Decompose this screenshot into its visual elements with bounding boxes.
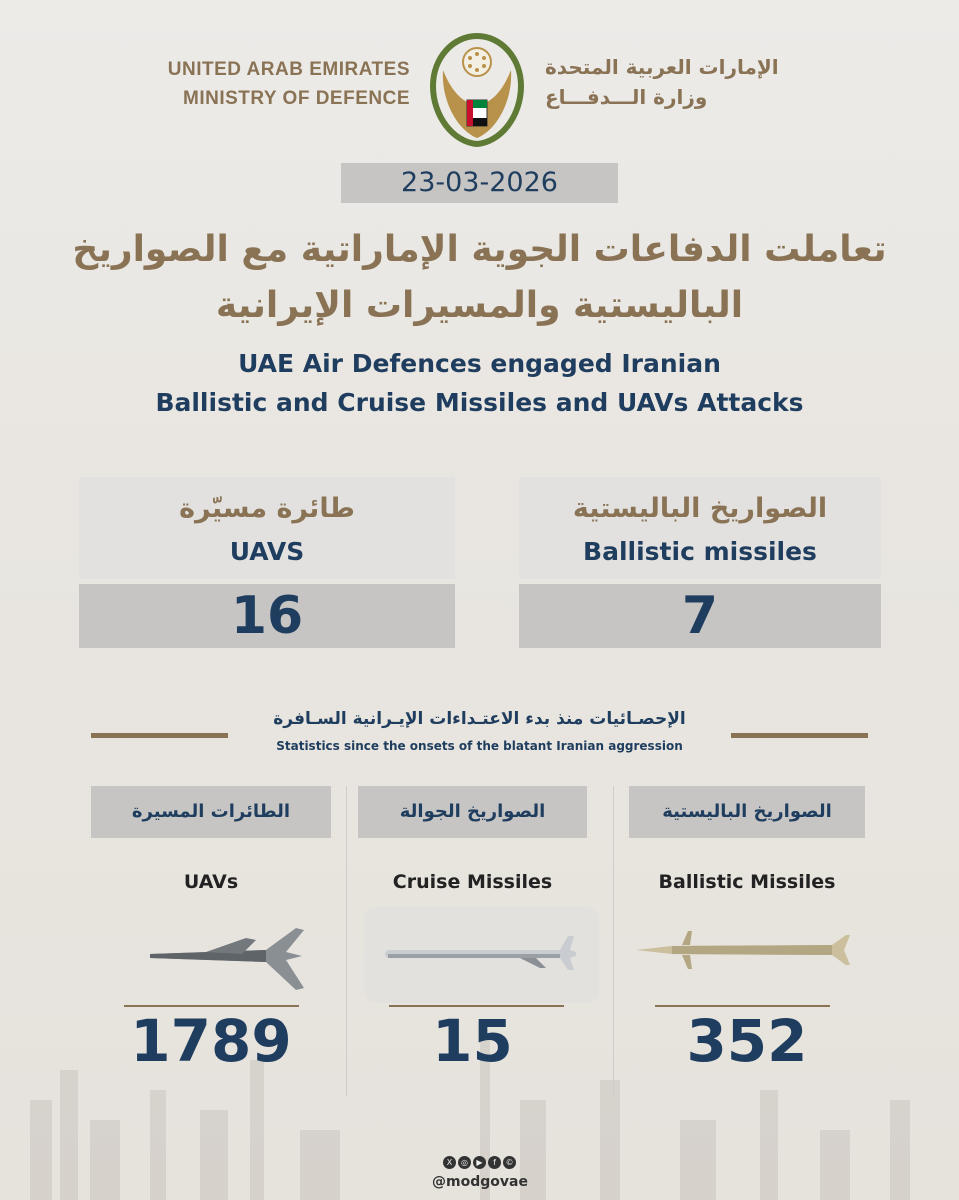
ballistic-missile-icon <box>632 925 852 975</box>
ballistic-label-ar: الصواريخ الباليستية <box>572 493 828 524</box>
cruise-total-heading: الصواريخ الجوالة <box>358 786 587 838</box>
uavs-total-label-en: UAVs <box>183 871 239 893</box>
social-handle[interactable]: @modgovae <box>432 1174 528 1190</box>
social-icons-row <box>419 1150 540 1169</box>
uavs-total-count: 1789 <box>130 1007 292 1075</box>
youtube-icon[interactable]: ▶ <box>473 1156 486 1169</box>
uavs-daily-count: 16 <box>79 584 455 648</box>
ballistic-total-count: 352 <box>686 1007 808 1075</box>
falcon-emblem-icon <box>423 30 531 150</box>
title-en-line2: Ballistic and Cruise Missiles and UAVs Attacks <box>155 388 804 417</box>
ministry-en-line2: MINISTRY OF DEFENCE <box>183 88 410 109</box>
ministry-en-line1: UNITED ARAB EMIRATES <box>167 59 410 80</box>
uavs-label-en: UAVS <box>229 537 305 566</box>
cruise-total-label-en: Cruise Missiles <box>392 871 553 893</box>
ministry-ar-line1: الإمارات العربية المتحدة <box>545 55 779 79</box>
ballistic-total-label-en: Ballistic Missiles <box>658 871 836 893</box>
date-badge: 23-03-2026 <box>341 163 618 203</box>
ballistic-total-heading: الصواريخ الباليستية <box>629 786 865 838</box>
facebook-icon[interactable]: f <box>488 1156 501 1169</box>
copyright-icon: © <box>503 1156 516 1169</box>
ministry-name-english <box>150 55 410 113</box>
x-icon[interactable]: X <box>443 1156 456 1169</box>
uavs-card-label <box>79 477 455 579</box>
uav-drone-icon <box>146 918 306 998</box>
uavs-label-ar: طائرة مسيّرة <box>179 493 355 524</box>
cruise-missile-icon <box>380 930 580 980</box>
ballistic-label-en: Ballistic missiles <box>583 537 817 566</box>
ballistic-daily-count: 7 <box>519 584 881 648</box>
title-en-line1: UAE Air Defences engaged Iranian <box>238 349 721 378</box>
title-english <box>40 344 919 422</box>
cruise-total-count: 15 <box>432 1007 513 1075</box>
ministry-ar-line2: وزارة الـــدفـــاع <box>545 85 708 109</box>
statistics-heading-en: Statistics since the onsets of the blatant Iranian aggression <box>276 739 683 753</box>
title-arabic <box>40 222 919 334</box>
ministry-name-arabic <box>545 52 815 112</box>
title-ar-line1: تعاملت الدفاعات الجوية الإماراتية مع الصواريخ <box>72 229 887 270</box>
section-rule-right <box>731 733 868 738</box>
section-rule-left <box>91 733 228 738</box>
title-ar-line2: الباليستية والمسيرات الإيرانية <box>215 285 744 326</box>
column-separator <box>613 786 614 1096</box>
statistics-heading-ar: الإحصـائيات منذ بدء الاعتـداءات الإيـرانية السـافرة <box>273 709 686 729</box>
ballistic-card-label <box>519 477 881 579</box>
column-separator <box>346 786 347 1096</box>
instagram-icon[interactable]: ◎ <box>458 1156 471 1169</box>
uavs-total-heading: الطائرات المسيرة <box>91 786 331 838</box>
